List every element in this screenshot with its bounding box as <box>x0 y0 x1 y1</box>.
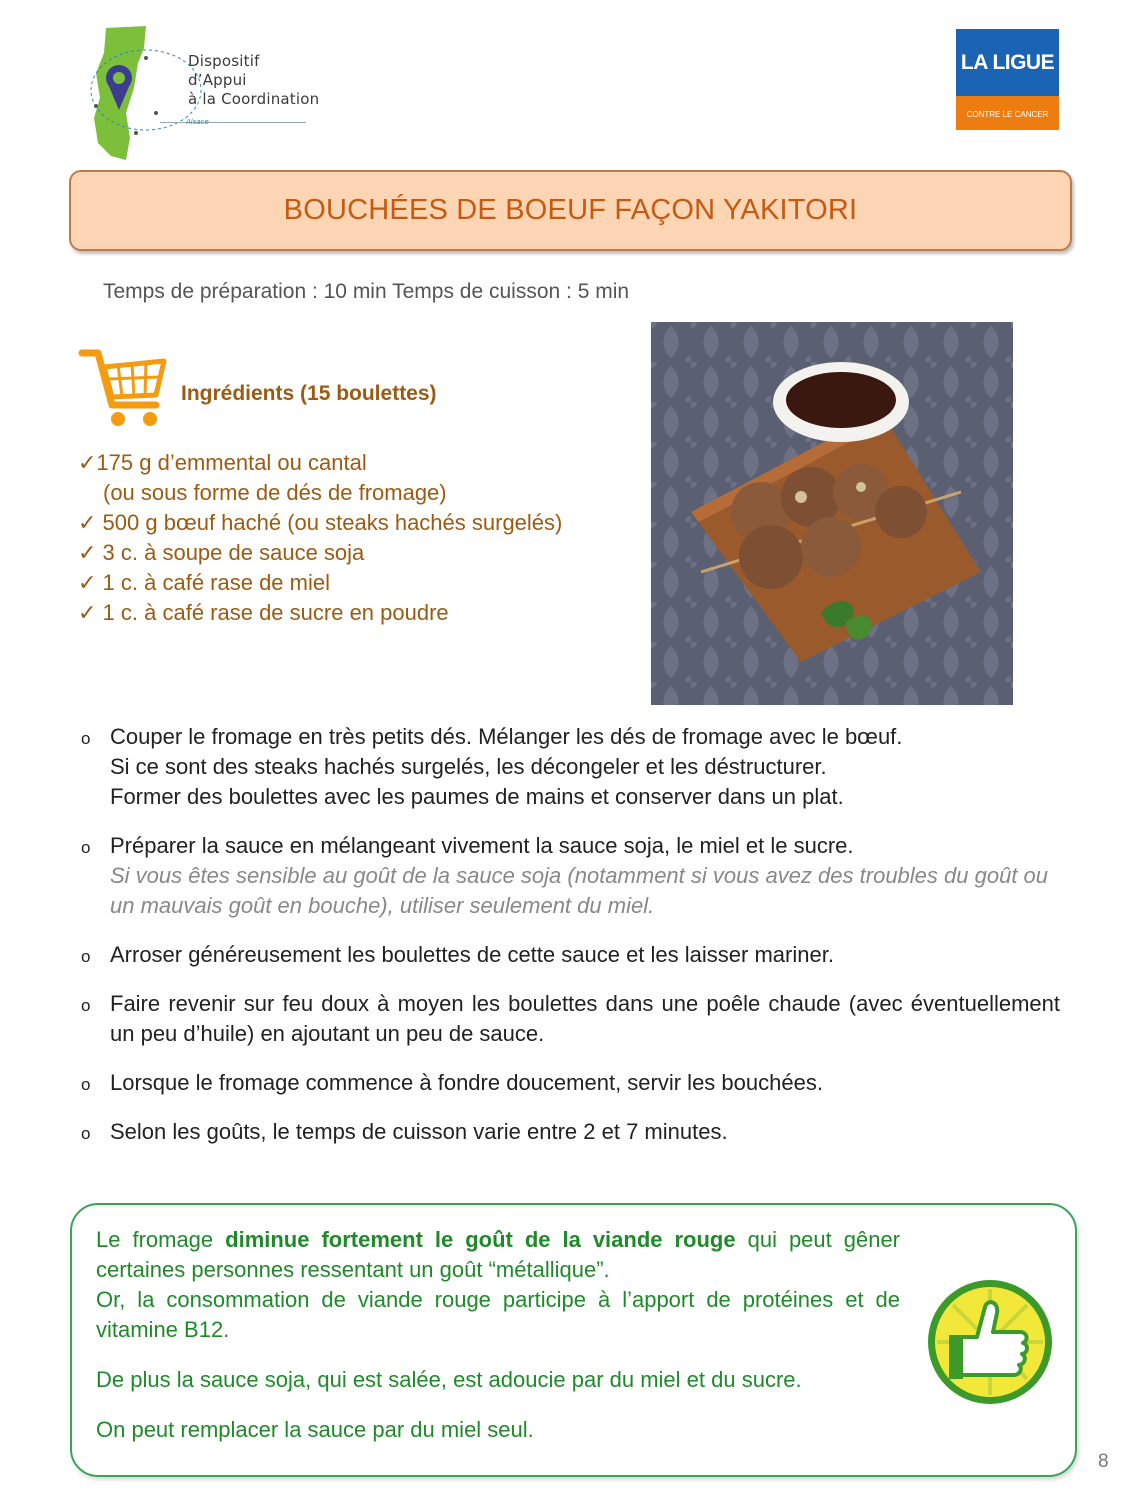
step-bullet: o <box>81 996 91 1015</box>
step-line: Préparer la sauce en mélangeant vivement la sauce soja, le miel et le sucre. <box>110 833 854 858</box>
step-line: Couper le fromage en très petits dés. Mélanger les dés de fromage avec le bœuf. <box>110 724 903 749</box>
ingredient-item: ✓175 g d’emmental ou cantal <box>78 450 367 475</box>
recipe-photo <box>651 322 1013 705</box>
info-text <box>96 1225 900 1465</box>
ligue-logo-tagline: CONTRE LE CANCER <box>966 110 1049 119</box>
step-line: Arroser généreusement les boulettes de cette sauce et les laisser mariner. <box>110 942 834 967</box>
info-p1-bold: diminue fortement le goût de la viande rouge <box>225 1227 736 1252</box>
ingredient-item: ✓ 1 c. à café rase de miel <box>78 570 330 595</box>
shopping-cart-icon <box>78 343 170 433</box>
step-note: Si vous êtes sensible au goût de la sauce soja (notamment si vous avez des troubles du goût ou un mauvais goût en bouche), utiliser seulement du miel. <box>110 863 1049 918</box>
dac-logo-text <box>188 52 319 109</box>
recipe-title-banner <box>69 170 1072 251</box>
ingredients-title: Ingrédients (15 boulettes) <box>181 382 437 405</box>
info-p1-line2: Or, la consommation de viande rouge participe à l’apport de protéines et de vitamine B12. <box>96 1287 900 1342</box>
recipe-times: Temps de préparation : 10 min Temps de cuisson : 5 min <box>103 280 630 303</box>
info-paragraph-2: De plus la sauce soja, qui est salée, est adoucie par du miel et du sucre. <box>96 1367 802 1392</box>
ingredients-list <box>78 448 562 628</box>
step-item <box>78 1068 1060 1098</box>
step-line: Selon les goûts, le temps de cuisson varie entre 2 et 7 minutes. <box>110 1119 728 1144</box>
step-line: Lorsque le fromage commence à fondre doucement, servir les bouchées. <box>110 1070 823 1095</box>
step-item <box>78 831 1060 921</box>
step-item <box>78 940 1060 970</box>
ligue-logo-name: LA LIGUE <box>960 51 1055 74</box>
step-item <box>78 989 1060 1049</box>
info-p1-pre: Le fromage <box>96 1227 226 1252</box>
recipe-title: BOUCHÉES DE BOEUF FAÇON YAKITORI <box>283 194 858 226</box>
step-item <box>78 1117 1060 1147</box>
ingredient-item: ✓ 1 c. à café rase de sucre en poudre <box>78 600 449 625</box>
dac-region: Alsace <box>186 118 209 126</box>
step-item <box>78 722 1060 812</box>
step-bullet: o <box>81 1124 91 1143</box>
recipe-steps <box>78 722 1060 1166</box>
ingredient-item: ✓ 500 g bœuf haché (ou steaks hachés surgelés) <box>78 510 563 535</box>
step-bullet: o <box>81 1075 91 1094</box>
step-line: Si ce sont des steaks hachés surgelés, les décongeler et les déstructurer. <box>110 754 827 779</box>
dac-line-2: d’Appui <box>188 71 247 89</box>
step-bullet: o <box>81 838 91 857</box>
step-bullet: o <box>81 947 91 966</box>
thumbs-up-icon <box>925 1277 1055 1407</box>
info-p1-post: qui peut gêner certaines personnes ressentant un goût “métallique”. <box>96 1227 901 1282</box>
ingredient-item: (ou sous forme de dés de fromage) <box>103 480 447 505</box>
step-line: Former des boulettes avec les paumes de mains et conserver dans un plat. <box>110 784 844 809</box>
ingredient-item: ✓ 3 c. à soupe de sauce soja <box>78 540 365 565</box>
step-line: Faire revenir sur feu doux à moyen les boulettes dans une poêle chaude (avec éventuellement un peu d’huile) en ajoutant un peu de sauce. <box>110 991 1060 1046</box>
dac-divider <box>160 122 306 123</box>
dac-line-3: à la Coordination <box>188 90 320 108</box>
ligue-contre-le-cancer-logo <box>956 29 1059 130</box>
info-paragraph-3: On peut remplacer la sauce par du miel seul. <box>96 1417 534 1442</box>
info-paragraph-1 <box>96 1225 900 1345</box>
page-number: 8 <box>1098 1451 1109 1472</box>
step-bullet: o <box>81 729 91 748</box>
dac-line-1: Dispositif <box>188 52 260 70</box>
